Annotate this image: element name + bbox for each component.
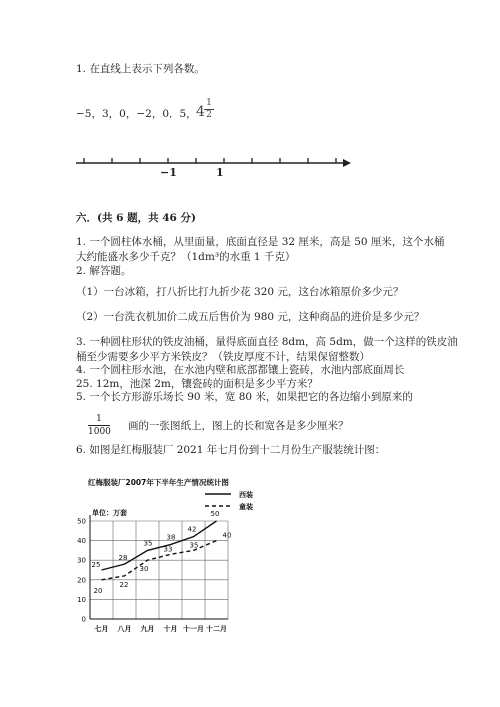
p3-line1: 3. 一种圆柱形状的铁皮油桶，量得底面直径 8dm，高 5dm，做一个这样的铁皮油 xyxy=(76,336,458,348)
chart-axes xyxy=(77,515,228,633)
p5-frac-denominator: 1000 xyxy=(88,427,111,437)
q1-mixed-whole: 4 xyxy=(196,104,205,120)
p2-heading: 2. 解答题。 xyxy=(76,265,132,277)
legend-label: 西装 xyxy=(239,491,253,499)
tick-label-neg1: −1 xyxy=(160,166,177,179)
p3-line2: 桶至少需要多少平方米铁皮？（铁皮厚度不计，结果保留整数） xyxy=(76,351,370,363)
chart-series xyxy=(102,521,217,580)
tick-label-pos1: 1 xyxy=(216,166,224,179)
p5-frac-numerator: 1 xyxy=(88,413,110,426)
q1-heading: 1. 在直线上表示下列各数。 xyxy=(76,63,205,75)
data-label: 33 xyxy=(163,545,173,554)
data-label: 50 xyxy=(210,510,220,518)
p4-line1: 4. 一个圆柱形水池，在水池内壁和底部都镶上瓷砖，水池内部底面周长 xyxy=(76,364,405,376)
data-label: 35 xyxy=(143,539,153,548)
q1-numbers: −5，3，0，−2，0．5， xyxy=(76,108,197,120)
data-label: 22 xyxy=(119,580,129,589)
p6-heading: 6. 如图是红梅服装厂 2021 年七月份到十二月份生产服装统计图： xyxy=(76,444,386,456)
chart-ylabel: 单位：万套 xyxy=(92,509,127,517)
p2-a: （1）一台冰箱，打八折比打九折少花 320 元，这台冰箱原价多少元？ xyxy=(76,286,404,298)
p5-line2: 画的一张图纸上，图上的长和宽各是多少厘米？ xyxy=(128,420,349,432)
data-label: 35 xyxy=(189,541,199,550)
q1-mixed-denominator: 2 xyxy=(206,110,212,120)
x-tick-label: 十一月 xyxy=(183,625,204,633)
p1-line1: 1. 一个圆柱体水桶，从里面量，底面直径是 32 厘米，高是 50 厘米，这个水桶 xyxy=(76,236,445,248)
x-tick-label: 七月 xyxy=(94,625,109,633)
data-label: 40 xyxy=(222,531,232,540)
y-tick-label: 10 xyxy=(77,595,86,604)
data-label: 30 xyxy=(139,565,149,574)
p4-line2: 25. 12m，池深 2m，镶瓷砖的面积是多少平方米？ xyxy=(76,378,318,390)
number-line-arrow xyxy=(343,159,351,167)
chart-title: 红梅服装厂2007年下半年生产情况统计图 xyxy=(88,478,229,487)
y-tick-label: 40 xyxy=(77,537,86,546)
series-line-solid xyxy=(102,521,217,570)
y-tick-label: 50 xyxy=(77,517,86,526)
p2-b: （2）一台洗衣机加价二成五后售价为 980 元，这种商品的进价是多少元？ xyxy=(76,311,425,323)
series-line-dashed xyxy=(102,541,217,580)
y-tick-label: 30 xyxy=(77,556,86,565)
data-label: 25 xyxy=(91,561,101,569)
x-tick-label: 八月 xyxy=(117,625,132,633)
chart-legend xyxy=(205,490,253,511)
chart-grid xyxy=(90,521,228,619)
chart-labels xyxy=(92,510,232,595)
data-label: 38 xyxy=(166,533,176,542)
data-label: 20 xyxy=(93,586,103,595)
q1-mixed-numerator: 1 xyxy=(204,98,214,110)
x-tick-label: 十二月 xyxy=(206,625,227,633)
x-tick-label: 九月 xyxy=(140,625,155,633)
number-line xyxy=(0,0,500,200)
data-label: 28 xyxy=(118,554,128,563)
y-tick-label: 20 xyxy=(77,576,86,585)
x-tick-label: 十月 xyxy=(163,625,178,633)
p5-line1: 5. 一个长方形游乐场长 90 米，宽 80 米，如果把它的各边缩小到原来的 xyxy=(76,391,413,403)
p1-line2: 大约能盛水多少千克？（1dm³的水重 1 千克） xyxy=(76,251,296,263)
section-title: 六．(共 6 题，共 46 分) xyxy=(76,212,196,224)
p5-fraction xyxy=(88,413,110,438)
legend-label: 童装 xyxy=(239,503,253,511)
y-tick-label: 0 xyxy=(81,615,86,624)
data-label: 42 xyxy=(187,525,197,534)
